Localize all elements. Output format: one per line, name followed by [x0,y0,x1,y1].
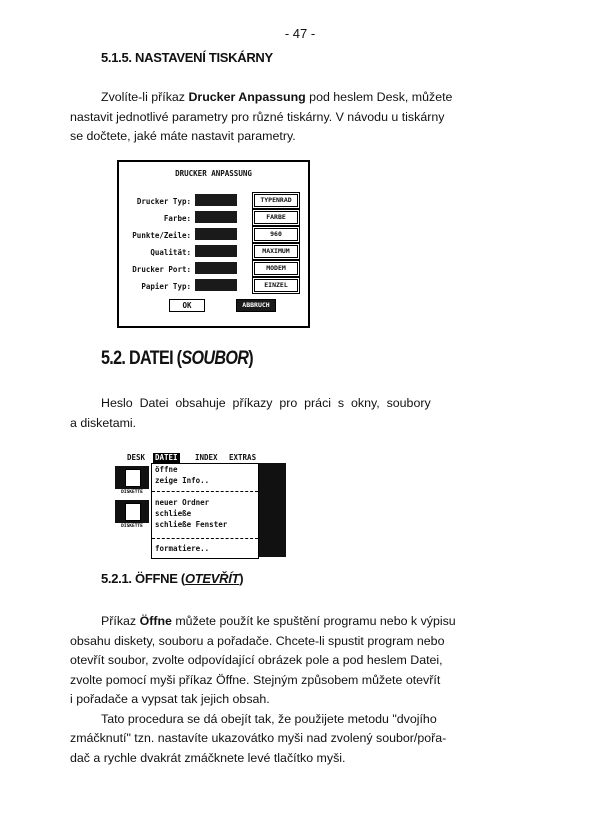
paragraph-line [70,88,540,108]
dialog-row [119,228,308,243]
menu-index[interactable]: INDEX [195,453,218,462]
row-label: Drucker Port: [132,265,191,274]
value-field[interactable] [195,228,237,240]
diskette-shape [125,503,141,521]
option-button[interactable]: EINZEL [254,279,298,292]
option-button[interactable]: MAXIMUM [254,245,298,258]
option-button[interactable]: TYPENRAD [254,194,298,207]
menu-item-zeige-info[interactable]: zeige Info.. [155,476,210,485]
section-heading-nastaveni-tiskarny: 5.1.5. NASTAVENÍ TISKÁRNY [101,50,273,65]
section3-paragraph [70,612,540,768]
menu-item-neuer-ordner[interactable]: neuer Ordner [155,498,210,507]
value-field[interactable] [195,262,237,274]
paragraph-line: otevřít soubor, zvolte odpovídající obrázek pole a pod heslem Datei, [70,653,443,667]
paragraph-line: nastavit jednotlivé parametry pro různé tiskárny. V návodu u tiskárny [70,109,445,124]
menu-item-schliesse-fenster[interactable]: schließe Fenster [155,520,228,529]
value-field[interactable] [195,245,237,257]
paragraph-line: zmáčknutí" tzn. nastavíte ukazovátko myši nad zvolený soubor/pořa- [70,731,447,745]
dialog-row [119,279,308,294]
heading-text: ) [239,571,244,586]
diskette-icon[interactable] [115,466,149,496]
heading-translation: SOUBOR [181,348,249,369]
text-run: Zvolíte-li příkaz [101,90,189,104]
dialog-row [119,194,308,209]
menu-item-schliesse[interactable]: schließe [155,509,192,518]
datei-dropdown [151,463,259,559]
row-label: Farbe: [163,214,191,223]
option-button[interactable]: FARBE [254,211,298,224]
paragraph-line: a disketami. [70,415,137,430]
value-field[interactable] [195,194,237,206]
row-label: Papier Typ: [141,282,191,291]
drucker-anpassung-dialog [117,160,310,328]
menu-bar [113,453,286,463]
text-run: Příkaz [101,614,140,628]
dialog-row [119,211,308,226]
paragraph-line [70,612,540,632]
value-field[interactable] [195,211,237,223]
menu-separator [152,491,258,492]
cancel-button[interactable]: ABBRUCH [236,299,276,312]
text-run: pod heslem Desk, můžete [305,90,453,104]
paragraph-line: Heslo Datei obsahuje příkazy pro práci s okny, soubory [101,396,431,410]
paragraph-line: zvolte pomocí myši příkaz Öffne. Stejným způsobem můžete otevřít [70,672,441,687]
heading-translation: OTEVŘÍT [184,571,240,586]
menu-item-formatiere[interactable]: formatiere.. [155,544,210,553]
command-name: Drucker Anpassung [188,90,306,104]
diskette-icon[interactable] [115,500,149,530]
paragraph-line: obsahu diskety, souboru a pořadače. Chcete-li spustit program nebo [70,633,445,648]
dialog-title: DRUCKER ANPASSUNG [175,169,252,178]
command-name: Öffne [139,614,172,628]
section1-paragraph [70,88,540,147]
dialog-row [119,245,308,260]
desktop-icon-column [113,463,151,557]
ok-button[interactable]: OK [169,299,205,312]
row-label: Punkte/Zeile: [132,231,191,240]
heading-text: ) [248,348,253,369]
page-number: - 47 - [284,26,316,41]
paragraph-line: i pořadače a vypsat tak jejich obsah. [70,692,270,706]
paragraph-line: se dočtete, jaké máte nastavit parametry. [70,129,296,143]
dialog-row [119,262,308,277]
text-run: můžete použít ke spuštění programu nebo k výpisu [171,614,456,628]
section2-paragraph [70,394,540,433]
section-heading-datei [101,348,253,370]
paragraph-line: dač a rychle dvakrát zmáčknete levé tlačítko myši. [70,750,346,765]
option-button[interactable]: MODEM [254,262,298,275]
diskette-shape [125,469,141,487]
menu-datei[interactable]: DATEI [155,453,178,462]
menu-desk[interactable]: DESK [127,453,146,462]
heading-text: 5.2. DATEI ( [101,348,182,369]
datei-menu-screenshot [113,453,286,557]
menu-separator [152,538,258,539]
icon-label: DISKETTE [115,523,149,530]
row-label: Qualität: [150,248,191,257]
row-label: Drucker Typ: [136,197,191,206]
heading-text: 5.2.1. ÖFFNE ( [101,571,185,586]
menu-item-offne[interactable]: öffne [155,465,178,474]
option-button[interactable]: 960 [254,228,298,241]
paragraph-line: Tato procedura se dá obejít tak, že použijete metodu "dvojího [101,711,437,726]
value-field[interactable] [195,279,237,291]
menu-extras[interactable]: EXTRAS [229,453,257,462]
icon-label: DISKETTE [115,489,149,496]
section-heading-offne [101,571,243,586]
